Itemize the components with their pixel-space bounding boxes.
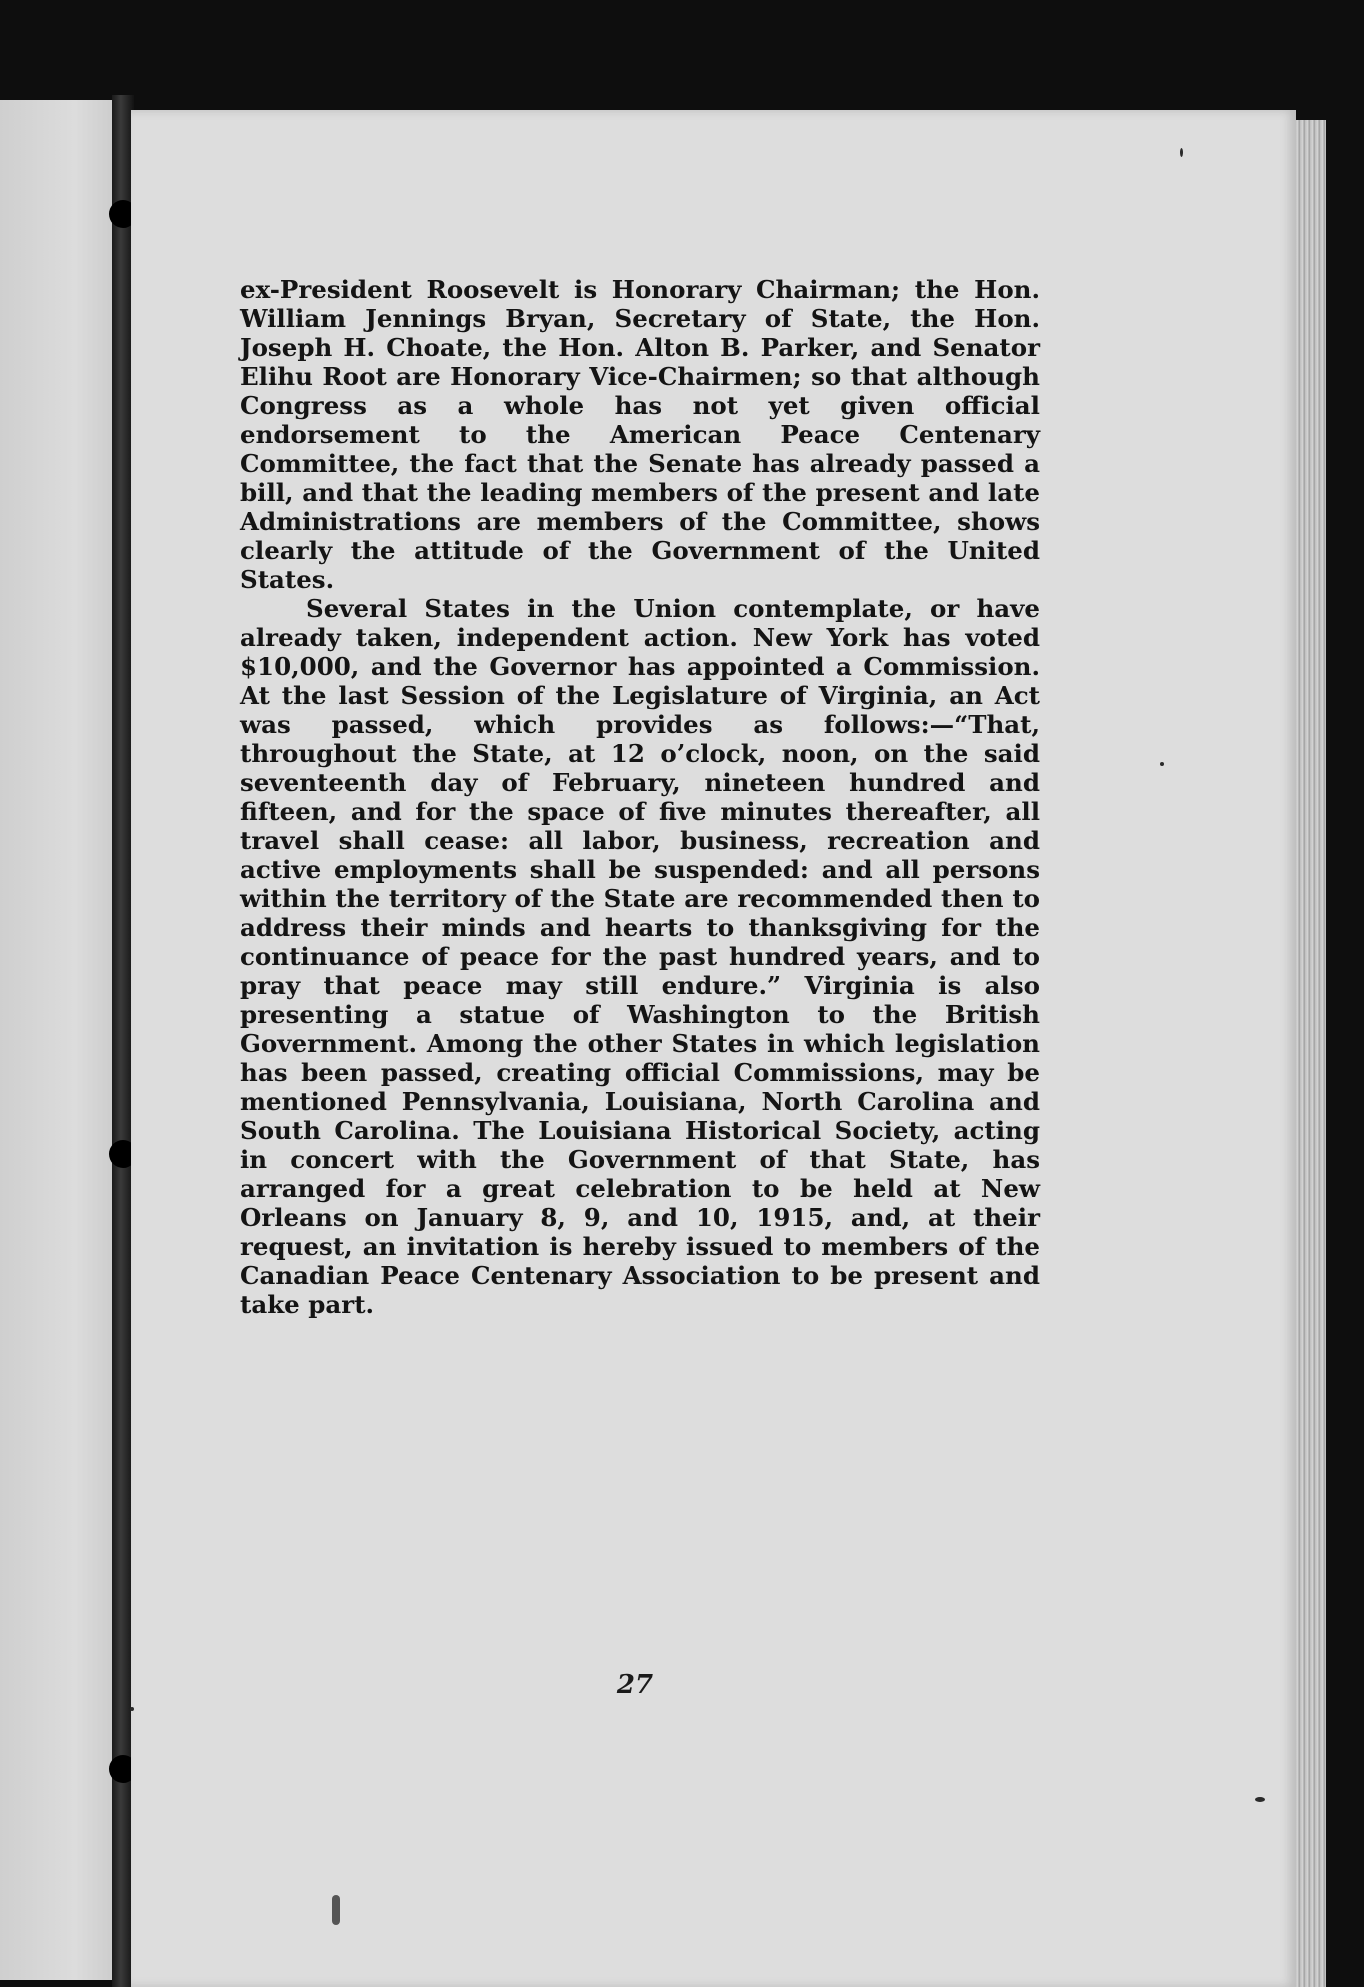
- scan-speck: [1160, 762, 1164, 766]
- page-stack-edge: [1296, 120, 1326, 1987]
- page-edge-shadow: [1326, 120, 1364, 1987]
- left-page-fragment: [0, 100, 125, 1980]
- scan-speck: [1255, 1797, 1265, 1802]
- scan-speck: [1180, 148, 1183, 157]
- paragraph: ex-President Roosevelt is Honorary Chairman; the Hon. William Jennings Bryan, Secretary of State, the Hon. Joseph H. Choate, the Hon. Alton B. Parker, and Senator Elihu Root are Honorary Vice-Chairmen; so that although Congress as a whole has not yet given official endorsement to the American Peace Centenary Committee, the fact that the Senate has already passed a bill, and that the leading members of the present and late Administrations are members of the Committee, shows clearly the attitude of the Government of the United States.: [240, 275, 1040, 594]
- paragraph: Several States in the Union contemplate, or have already taken, independent action. New York has voted $10,000, and the Governor has appointed a Commission. At the last Session of the Legislature of Virginia, an Act was passed, which provides as follows:—“That, throughout the State, at 12 o’clock, noon, on the said seventeenth day of February, nineteen hundred and fifteen, and for the space of five minutes thereafter, all travel shall cease: all labor, business, recreation and active employments shall be suspended: and all persons within the territory of the State are recommended then to address their minds and hearts to thanksgiving for the continuance of peace for the past hundred years, and to pray that peace may still endure.” Virginia is also presenting a statue of Washington to the British Government. Among the other States in which legislation has been passed, creating official Commissions, may be mentioned Pennsylvania, Louisiana, North Carolina and South Carolina. The Louisiana Historical Society, acting in concert with the Government of that State, has arranged for a great celebration to be held at New Orleans on January 8, 9, and 10, 1915, and, at their request, an invitation is hereby issued to members of the Canadian Peace Centenary Association to be present and take part.: [240, 594, 1040, 1319]
- scan-speck: [332, 1895, 340, 1925]
- body-text: [240, 275, 1040, 1319]
- page-number: 27: [616, 1670, 654, 1700]
- scan-speck: [130, 1707, 134, 1711]
